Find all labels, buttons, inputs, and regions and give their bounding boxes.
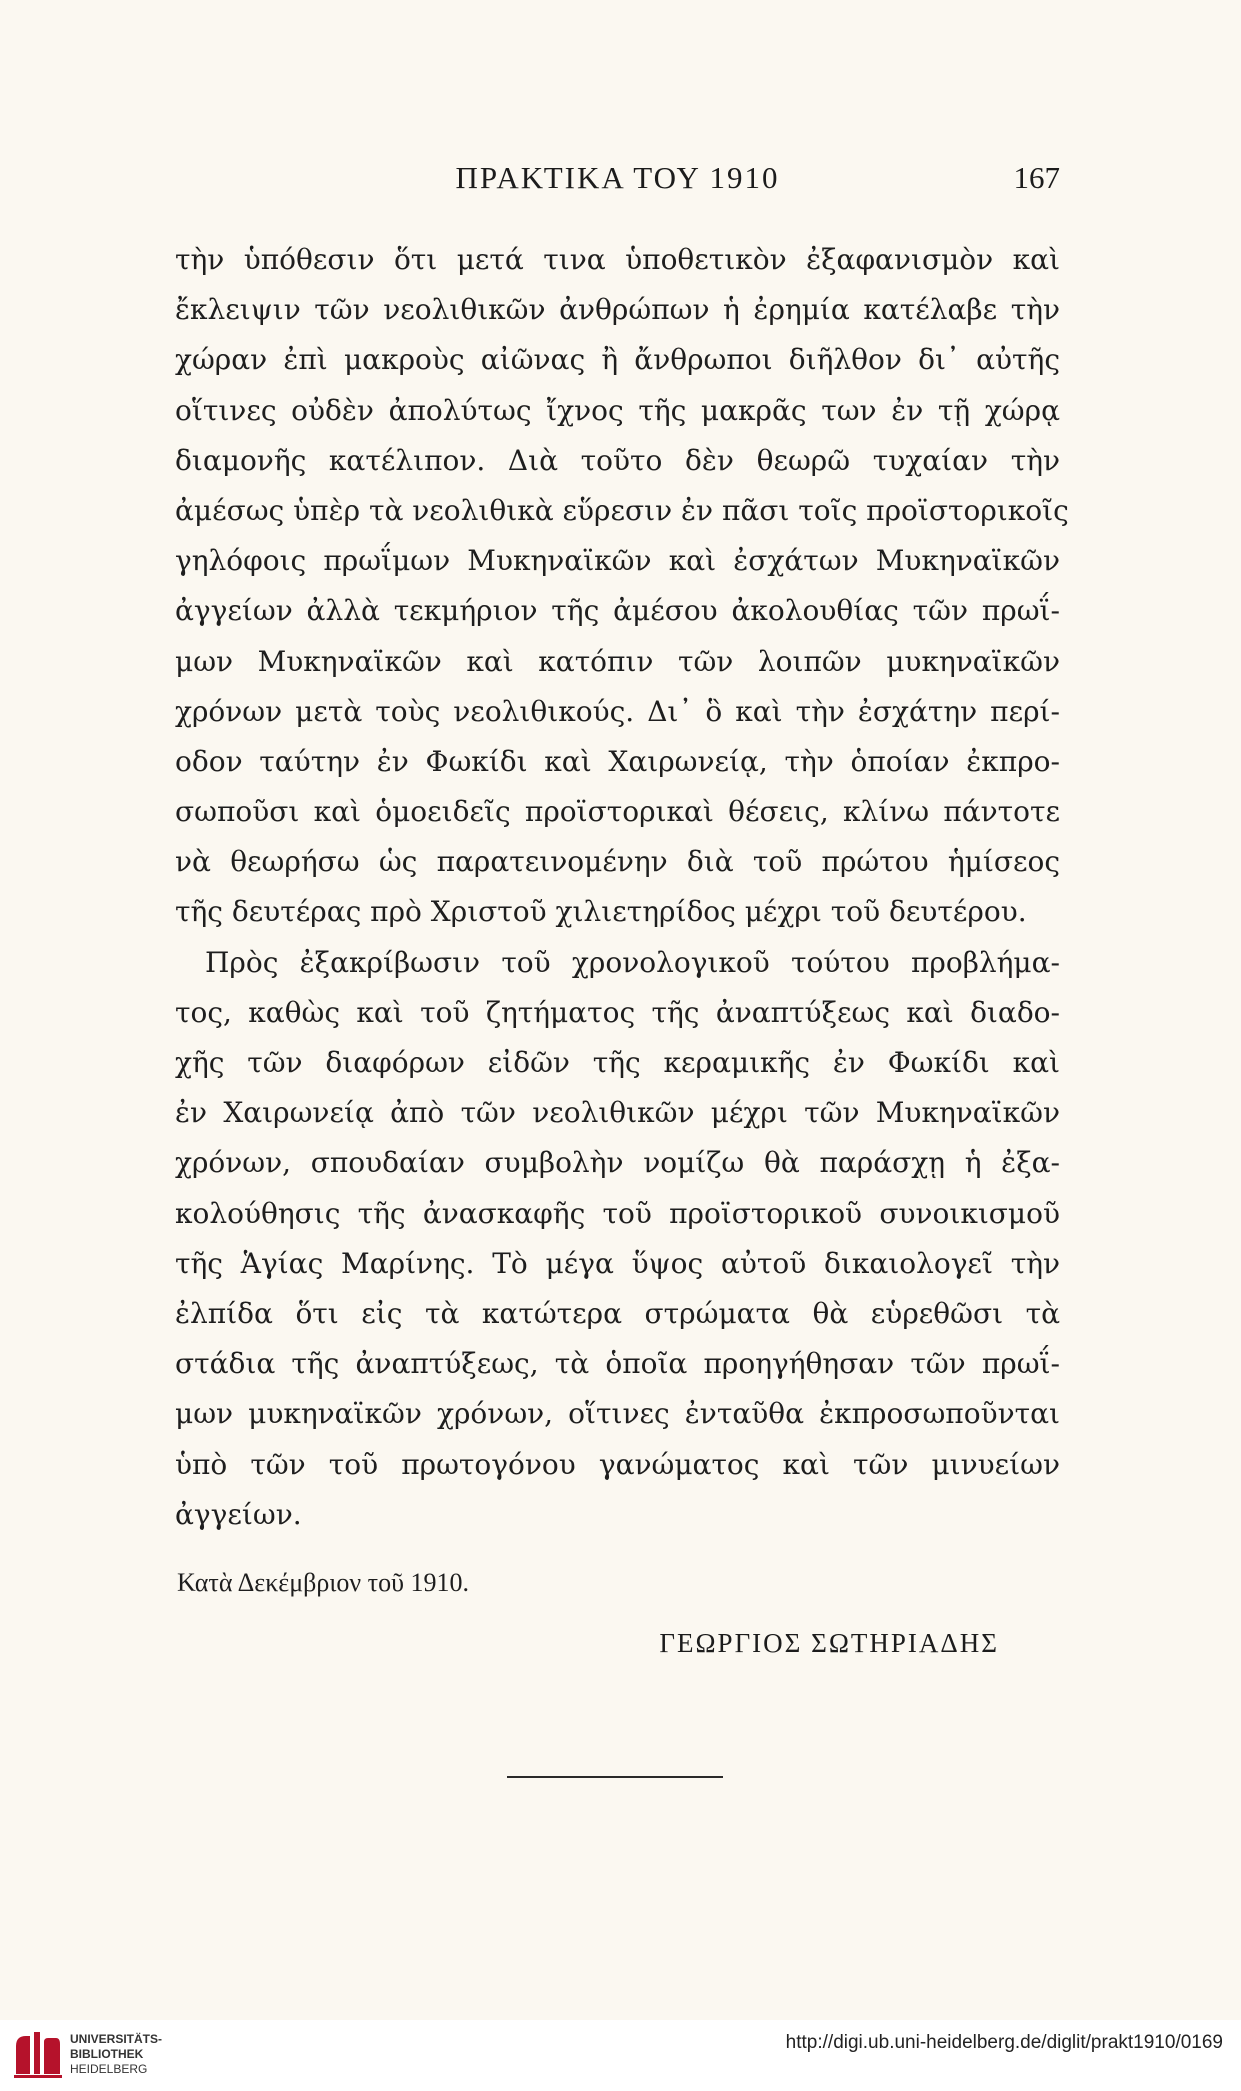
logo-line: HEIDELBERG bbox=[70, 2062, 148, 2076]
source-url-link[interactable]: http://digi.ub.uni-heidelberg.de/diglit/prakt1910/0169 bbox=[785, 2032, 1223, 2053]
text-line: χρόνων, σπουδαίαν συμβολὴν νομίζω θὰ παράσχῃ ἡ ἐξα- bbox=[175, 1146, 1060, 1180]
text-line: διαμονῆς κατέλιπον. Διὰ τοῦτο δὲν θεωρῶ τυχαίαν τὴν bbox=[175, 443, 1060, 477]
text-line: τὴν ὑπόθεσιν ὅτι μετά τινα ὑποθετικὸν ἐξαφανισμὸν καὶ bbox=[175, 243, 1060, 276]
text-line: ἀμέσως ὑπὲρ τὰ νεολιθικὰ εὕρεσιν ἐν πᾶσι τοῖς προϊστορικοῖς bbox=[175, 493, 1069, 527]
text-line: στάδια τῆς ἀναπτύξεως, τὰ ὁποῖα προηγήθησαν τῶν πρωΐ- bbox=[175, 1347, 1060, 1381]
text-line: ἔκλειψιν τῶν νεολιθικῶν ἀνθρώπων ἡ ἐρημία κατέλαβε τὴν bbox=[175, 293, 1060, 327]
text-line: οδον ταύτην ἐν Φωκίδι καὶ Χαιρωνείᾳ, τὴν ὁποίαν ἐκπρο- bbox=[175, 744, 1060, 778]
body-text bbox=[175, 235, 1069, 1540]
library-footer bbox=[0, 2020, 1241, 2091]
end-rule bbox=[507, 1776, 723, 1778]
text-line: σωποῦσι καὶ ὁμοειδεῖς προϊστορικαὶ θέσεις, κλίνω πάντοτε bbox=[175, 795, 1060, 829]
text-line: ἐλπίδα ὅτι εἰς τὰ κατώτερα στρώματα θὰ εὑρεθῶσι τὰ bbox=[175, 1296, 1060, 1330]
text-line: χρόνων μετὰ τοὺς νεολιθικούς. Δι᾽ ὃ καὶ τὴν ἐσχάτην περί- bbox=[175, 694, 1060, 728]
text-line: ὑπὸ τῶν τοῦ πρωτογόνου γανώματος καὶ τῶν μινυείων bbox=[175, 1447, 1060, 1481]
text-line: τῆς δευτέρας πρὸ Χριστοῦ χιλιετηρίδος μέχρι τοῦ δευτέρου. bbox=[175, 895, 1027, 929]
page-header bbox=[175, 160, 1060, 200]
logo-line: BIBLIOTHEK bbox=[70, 2047, 144, 2061]
text-line: γηλόφοις πρωΐμων Μυκηναϊκῶν καὶ ἐσχάτων Μυκηναϊκῶν bbox=[175, 544, 1060, 578]
dateline: Κατὰ Δεκέμβριον τοῦ 1910. bbox=[177, 1568, 469, 1597]
text-line: ἀγγείων ἀλλὰ τεκμήριον τῆς ἀμέσου ἀκολουθίας τῶν πρωΐ- bbox=[175, 594, 1060, 628]
library-logo-icon bbox=[10, 2028, 64, 2080]
logo-line: UNIVERSITÄTS- bbox=[70, 2032, 163, 2046]
text-line: χῆς τῶν διαφόρων εἰδῶν τῆς κεραμικῆς ἐν Φωκίδι καὶ bbox=[175, 1046, 1060, 1079]
text-line: χώραν ἐπὶ μακροὺς αἰῶνας ἢ ἄνθρωποι διῆλθον δι᾽ αὐτῆς bbox=[175, 343, 1060, 377]
text-line: οἵτινες οὐδὲν ἀπολύτως ἴχνος τῆς μακρᾶς των ἐν τῇ χώρᾳ bbox=[175, 393, 1060, 427]
text-line: τῆς Ἁγίας Μαρίνης. Τὸ μέγα ὕψος αὐτοῦ δικαιολογεῖ τὴν bbox=[175, 1246, 1060, 1280]
text-line: Πρὸς ἐξακρίβωσιν τοῦ χρονολογικοῦ τούτου προβλήμα- bbox=[205, 945, 1060, 979]
text-line: τος, καθὼς καὶ τοῦ ζητήματος τῆς ἀναπτύξεως καὶ διαδο- bbox=[175, 995, 1060, 1029]
library-logo-text bbox=[70, 2032, 162, 2077]
text-line: μων Μυκηναϊκῶν καὶ κατόπιν τῶν λοιπῶν μυκηναϊκῶν bbox=[175, 644, 1060, 678]
text-line: ἐν Χαιρωνείᾳ ἀπὸ τῶν νεολιθικῶν μέχρι τῶν Μυκηναϊκῶν bbox=[175, 1096, 1060, 1130]
text-line: ἀγγείων. bbox=[175, 1497, 302, 1531]
author-signature: ΓΕΩΡΓΙΟΣ ΣΩΤΗΡΙΑΔΗΣ bbox=[659, 1628, 999, 1658]
text-line: κολούθησις τῆς ἀνασκαφῆς τοῦ προϊστορικοῦ συνοικισμοῦ bbox=[175, 1196, 1060, 1230]
running-head: ΠΡΑΚΤΙΚΑ ΤΟΥ 1910 bbox=[455, 160, 780, 195]
page-number: 167 bbox=[1013, 160, 1060, 195]
text-line: μων μυκηναϊκῶν χρόνων, οἵτινες ἐνταῦθα ἐκπροσωποῦνται bbox=[175, 1397, 1060, 1431]
text-line: νὰ θεωρήσω ὡς παρατεινομένην διὰ τοῦ πρώτου ἡμίσεος bbox=[175, 845, 1060, 879]
